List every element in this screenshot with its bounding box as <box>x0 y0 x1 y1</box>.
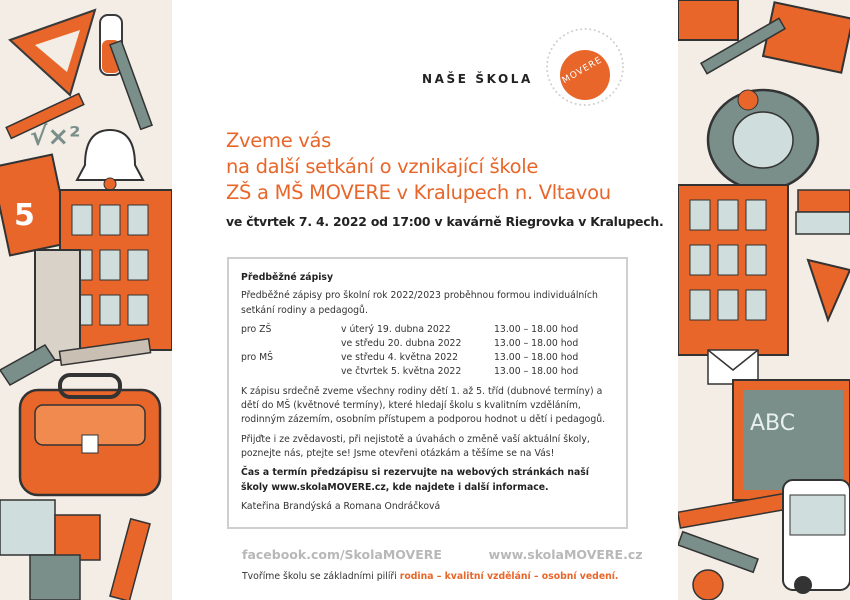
schedule-time: 13.00 – 18.00 hod <box>494 365 579 377</box>
tagline-pillars: rodina – kvalitní vzdělání – osobní vedení. <box>399 571 619 582</box>
brand-name: NAŠE ŠKOLA <box>422 72 533 86</box>
svg-text:√×²: √×² <box>30 122 81 152</box>
schedule-date: ve čtvrtek 5. května 2022 <box>341 365 462 377</box>
schedule-time: 13.00 – 18.00 hod <box>494 337 579 349</box>
facebook-link[interactable]: facebook.com/SkolaMOVERE <box>242 547 442 562</box>
event-datetime: ve čtvrtek 7. 4. 2022 od 17:00 v kavárně Riegrovka v Kralupech. <box>226 214 664 229</box>
signature: Kateřina Brandýská a Romana Ondráčková <box>241 500 441 512</box>
school-supplies-illustration-left <box>0 0 172 600</box>
pre-enrollment-box <box>227 257 628 529</box>
schedule-table <box>241 323 614 379</box>
svg-text:ABC: ABC <box>750 411 796 436</box>
left-illustration <box>0 0 172 600</box>
schedule-group: pro ZŠ <box>241 323 272 335</box>
table-row <box>241 323 614 337</box>
logo-text: MOVERE <box>560 55 605 87</box>
footer-links <box>242 547 643 562</box>
schedule-time: 13.00 – 18.00 hod <box>494 323 579 335</box>
invitation-paragraph: K zápisu srdečně zveme všechny rodiny dětí 1. až 5. tříd (dubnové termíny) a dětí do MŠ (květnové termíny), které hledají školu s kvalitním vzděláním, rodinným zázemím, osobním přístupem a podporou hodnot u dětí i pedagogů. <box>241 385 606 426</box>
box-heading: Předběžné zápisy <box>241 272 334 283</box>
schedule-group <box>241 365 341 379</box>
schedule-date: ve středu 4. května 2022 <box>341 351 459 363</box>
table-row <box>241 337 614 351</box>
movere-logo-mark <box>545 27 625 107</box>
invitation-headline <box>226 128 666 206</box>
headline-line-3: ZŠ a MŠ MOVERE v Kralupech n. Vltavou <box>226 181 611 204</box>
right-illustration <box>678 0 850 600</box>
schedule-date: v úterý 19. dubna 2022 <box>341 323 451 335</box>
movere-logo <box>545 27 625 107</box>
table-row <box>241 365 614 379</box>
footer-tagline <box>242 571 618 582</box>
poster-content <box>172 0 678 600</box>
table-row <box>241 351 614 365</box>
box-intro: Předběžné zápisy pro školní rok 2022/2023 proběhnou formou individuálních setkání rodiny a pedagogů. <box>241 290 598 316</box>
reservation-cta: Čas a termín předzápisu si rezervujte na webových stránkách naší školy www.skolaMOVERE.cz, kde najdete i další informace. <box>241 467 589 493</box>
curiosity-paragraph: Přijďte i ze zvědavosti, při nejistotě a úvahách o změně vaší aktuální školy, poznejte nás, ptejte se! Jsme otevřeni otázkám a těšíme se na Vás! <box>241 433 590 460</box>
schedule-group: pro MŠ <box>241 351 274 363</box>
svg-text:5: 5 <box>14 198 35 233</box>
website-link[interactable]: www.skolaMOVERE.cz <box>488 547 643 562</box>
schedule-group <box>241 337 341 351</box>
schedule-date: ve středu 20. dubna 2022 <box>341 337 462 349</box>
headline-line-2: na další setkání o vznikající škole <box>226 155 539 178</box>
tagline-prefix: Tvoříme školu se základními pilíři <box>242 571 400 582</box>
headline-line-1: Zveme vás <box>226 129 332 152</box>
schedule-time: 13.00 – 18.00 hod <box>494 351 579 363</box>
school-supplies-illustration-right <box>678 0 850 600</box>
